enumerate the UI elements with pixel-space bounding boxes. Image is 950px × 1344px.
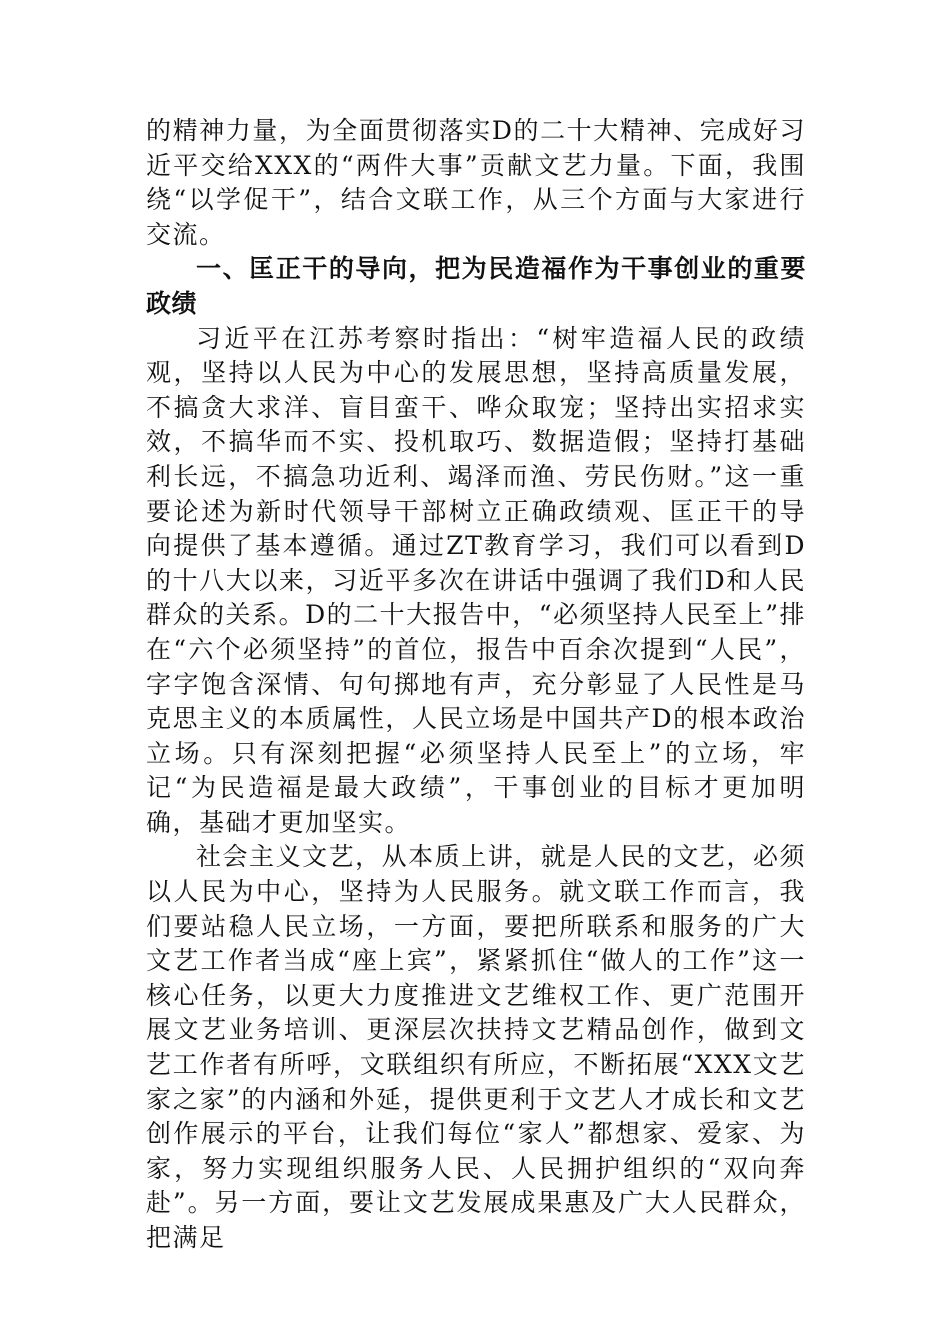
- section-heading: 一、匡正干的导向，把为民造福作为干事创业的重要政绩: [146, 254, 806, 318]
- body-paragraph-2: 社会主义文艺，从本质上讲，就是人民的文艺，必须以人民为中心，坚持为人民服务。就文联工作而言，我们要站稳人民立场，一方面，要把所联系和服务的广大文艺工作者当成“座上宾”，紧紧抓住“做人的工作”这一核心任务，以更大力度推进文艺维权工作、更广范围开展文艺业务培训、更深层次扶持文艺精品创作，做到文艺工作者有所呼，文联组织有所应，不断拓展“XXX文艺家之家”的内涵和外延，提供更利于文艺人才成长和文艺创作展示的平台，让我们每位“家人”都想家、爱家、为家，努力实现组织服务人民、人民拥护组织的“双向奔赴”。另一方面，要让文艺发展成果惠及广大人民群众，把满足: [146, 842, 806, 1252]
- document-page: [146, 114, 806, 1256]
- body-paragraph-1: 习近平在江苏考察时指出：“树牢造福人民的政绩观，坚持以人民为中心的发展思想，坚持高质量发展，不搞贪大求洋、盲目蛮干、哗众取宠；坚持出实招求实效，不搞华而不实、投机取巧、数据造假；坚持打基础利长远，不搞急功近利、竭泽而渔、劳民伤财。”这一重要论述为新时代领导干部树立正确政绩观、匡正干的导向提供了基本遵循。通过ZT教育学习，我们可以看到D的十八大以来，习近平多次在讲话中强调了我们D和人民群众的关系。D的二十大报告中，“必须坚持人民至上”排在“六个必须坚持”的首位，报告中百余次提到“人民”，字字饱含深情、句句掷地有声，充分彰显了人民性是马克思主义的本质属性，人民立场是中国共产D的根本政治立场。只有深刻把握“必须坚持人民至上”的立场，牢记“为民造福是最大政绩”，干事创业的目标才更加明确，基础才更加坚实。: [146, 323, 806, 837]
- continuation-paragraph: 的精神力量，为全面贯彻落实D的二十大精神、完成好习近平交给XXX的“两件大事”贡献文艺力量。下面，我围绕“以学促干”，结合文联工作，从三个方面与大家进行交流。: [146, 116, 806, 249]
